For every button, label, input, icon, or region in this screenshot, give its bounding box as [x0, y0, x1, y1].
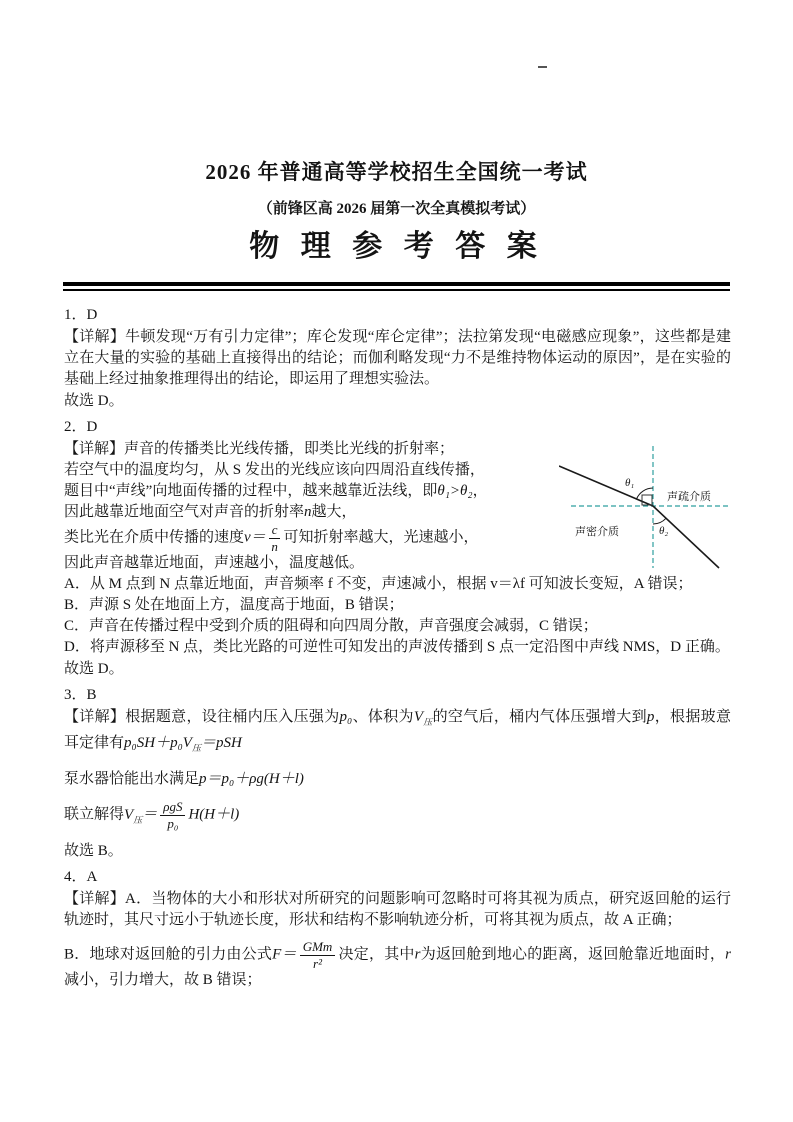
q2-line4-text: 因此越靠近地面空气对声音的折射率 — [64, 504, 305, 520]
q3-explanation-line1 — [64, 707, 731, 759]
q2-answer-number: 2．D — [64, 419, 98, 435]
header-divider-rule — [63, 282, 730, 291]
gravity-fraction-numerator: GMm — [300, 940, 336, 956]
q3-line1-text2: 、体积为 — [352, 709, 414, 726]
result-fraction-numerator: ρgS — [160, 800, 185, 816]
section-q1 — [64, 305, 731, 412]
q3-answer-number: 3．B — [64, 687, 97, 704]
section-q4 — [64, 867, 731, 991]
q1-answer-number: 1．D — [64, 307, 98, 323]
result-v-subscript: 压 — [133, 814, 143, 825]
q3-line1-text4: ，根据玻意耳定律有 — [64, 709, 731, 752]
q3-pump-text: 泵水器恰能出水满足 — [64, 771, 200, 788]
fraction-numerator: c — [269, 523, 281, 539]
gravity-fraction — [300, 940, 336, 970]
speed-fraction — [269, 523, 281, 553]
answers-body — [0, 291, 793, 991]
q4-option-b-analysis — [64, 940, 731, 991]
q3-solution-line — [64, 800, 731, 831]
result-v-base: V — [124, 806, 134, 823]
boyle-equation — [124, 735, 242, 754]
q2-line5-post: 可知折射率越大，光速越小， — [283, 529, 479, 546]
result-fraction-denominator: p₀ — [167, 815, 179, 831]
refraction-diagram — [559, 444, 731, 570]
gravity-fraction-denominator: r² — [313, 955, 322, 971]
exam-title: 2026 年普通高等学校招生全国统一考试 — [205, 160, 588, 184]
dense-medium-label: 声密介质 — [575, 526, 619, 538]
theta2-arc — [653, 518, 666, 524]
v-base: V — [413, 709, 423, 726]
v-subscript: 压 — [422, 717, 433, 728]
v-compressed-result-var — [124, 807, 142, 823]
q3-line1-text3: 的空气后，桶内气体压强增大到 — [432, 709, 647, 726]
q3-solve-text: 联立解得 — [64, 806, 125, 823]
answers-title: 物 理 参 考 答 案 — [249, 230, 544, 263]
q4-answer-number: 4．A — [64, 868, 98, 885]
q4-b-text4: 减小，引力增大，故 B 错误； — [64, 972, 262, 989]
q2-line3-text: 题目中“声线”向地面传播的过程中，越来越靠近法线，即 — [64, 483, 438, 499]
sparse-medium-label: 声疏介质 — [667, 491, 711, 503]
equals-sign: ＝ — [142, 806, 158, 823]
boyle-eq-subscript: 压 — [191, 743, 201, 754]
theta2-label: θ₂ — [659, 525, 669, 537]
theta1-label: θ₁ — [625, 477, 635, 489]
p0-var: p₀ — [339, 709, 353, 726]
boyle-eq-right: ＝pSH — [200, 735, 242, 752]
theta1-arc — [637, 488, 654, 499]
q4-option-a-analysis: 【详解】A．当物体的大小和形状对所研究的问题影响可忽略时可将其视为质点，研究返回舱的运行轨迹时，其尺寸远小于轨迹长度，形状和结构不影响轨迹分析，可将其视为质点，故 A 正确； — [64, 890, 731, 928]
q2-option-c-analysis: C．声音在传播过程中受到介质的阻碍和向四周分散，声音强度会减弱，C 错误； — [64, 618, 598, 635]
q4-b-text3: 为返回舱到地心的距离，返回舱靠近地面时， — [420, 946, 726, 963]
q2-explanation-line2: 若空气中的温度均匀，从 S 发出的光线应该向四周沿直线传播， — [64, 462, 485, 478]
section-q2 — [64, 417, 731, 680]
theta-inequality-formula: θ₁>θ₂ — [437, 483, 473, 499]
q2-option-a-analysis: A．从 M 点到 N 点靠近地面，声音频率 f 不变，声速减小，根据 v＝λf 可知波长变短，A 错误； — [64, 576, 693, 593]
radius-var-2: r — [725, 946, 731, 963]
radius-var-1: r — [414, 946, 421, 963]
q3-line1-text1: 【详解】根据题意，设往桶内压入压强为 — [64, 709, 340, 726]
boyle-eq-left: p₀SH＋p₀V — [124, 735, 192, 752]
q3-choose-line: 故选 B。 — [64, 842, 123, 859]
refraction-diagram-svg — [559, 444, 731, 570]
q3-pump-condition-line — [64, 769, 731, 790]
q2-option-b-analysis: B．声源 S 处在地面上方，温度高于地面，B 错误； — [64, 597, 404, 614]
q2-explanation-line1: 【详解】声音的传播类比光线传播，即类比光线的折射率； — [64, 441, 455, 457]
pump-pressure-equation: p＝p₀＋ρg(H＋l) — [199, 771, 304, 788]
speed-var: v＝ — [244, 529, 266, 546]
fraction-denominator: n — [271, 538, 278, 554]
gravity-force-var: F＝ — [272, 946, 297, 963]
stray-print-mark — [538, 66, 547, 68]
q2-explanation-line6: 因此声音越靠近地面，声速越小，温度越低。 — [64, 555, 365, 572]
document-header — [0, 0, 793, 267]
q2-choose-line: 故选 D。 — [64, 661, 124, 678]
v-compressed-var — [413, 709, 433, 728]
p-var: p — [646, 709, 655, 726]
q2-line3-end: ， — [472, 483, 488, 499]
q2-option-d-analysis: D．将声源移至 N 点，类比光路的可逆性可知发出的声波传播到 S 点一定沿图中声线 NMS，D 正确。 — [64, 639, 730, 656]
incident-ray — [559, 466, 653, 506]
q1-choose-line: 故选 D。 — [64, 393, 124, 409]
result-tail: H(H＋l) — [188, 806, 240, 823]
refracted-ray — [653, 506, 719, 568]
refractive-index-var: n — [304, 504, 312, 520]
q2-line4-end: 越大， — [311, 504, 357, 520]
exam-subtitle: （前锋区高 2026 届第一次全真模拟考试） — [257, 201, 536, 217]
section-q3 — [64, 685, 731, 862]
result-fraction — [160, 800, 185, 830]
q4-b-text2: 决定，其中 — [338, 946, 415, 963]
q4-b-text1: B．地球对返回舱的引力由公式 — [64, 946, 273, 963]
q2-line5-pre: 类比光在介质中传播的速度 — [64, 529, 245, 546]
q1-explanation: 【详解】牛顿发现“万有引力定律”；库仑发现“库仑定律”；法拉第发现“电磁感应现象”，这些都是建立在大量的实验的基础上直接得出的结论；而伽利略发现“力不是维持物体运动的原因”，是在实验的基础上经过抽象推理得出的结论，即运用了理想实验法。 — [64, 329, 731, 387]
